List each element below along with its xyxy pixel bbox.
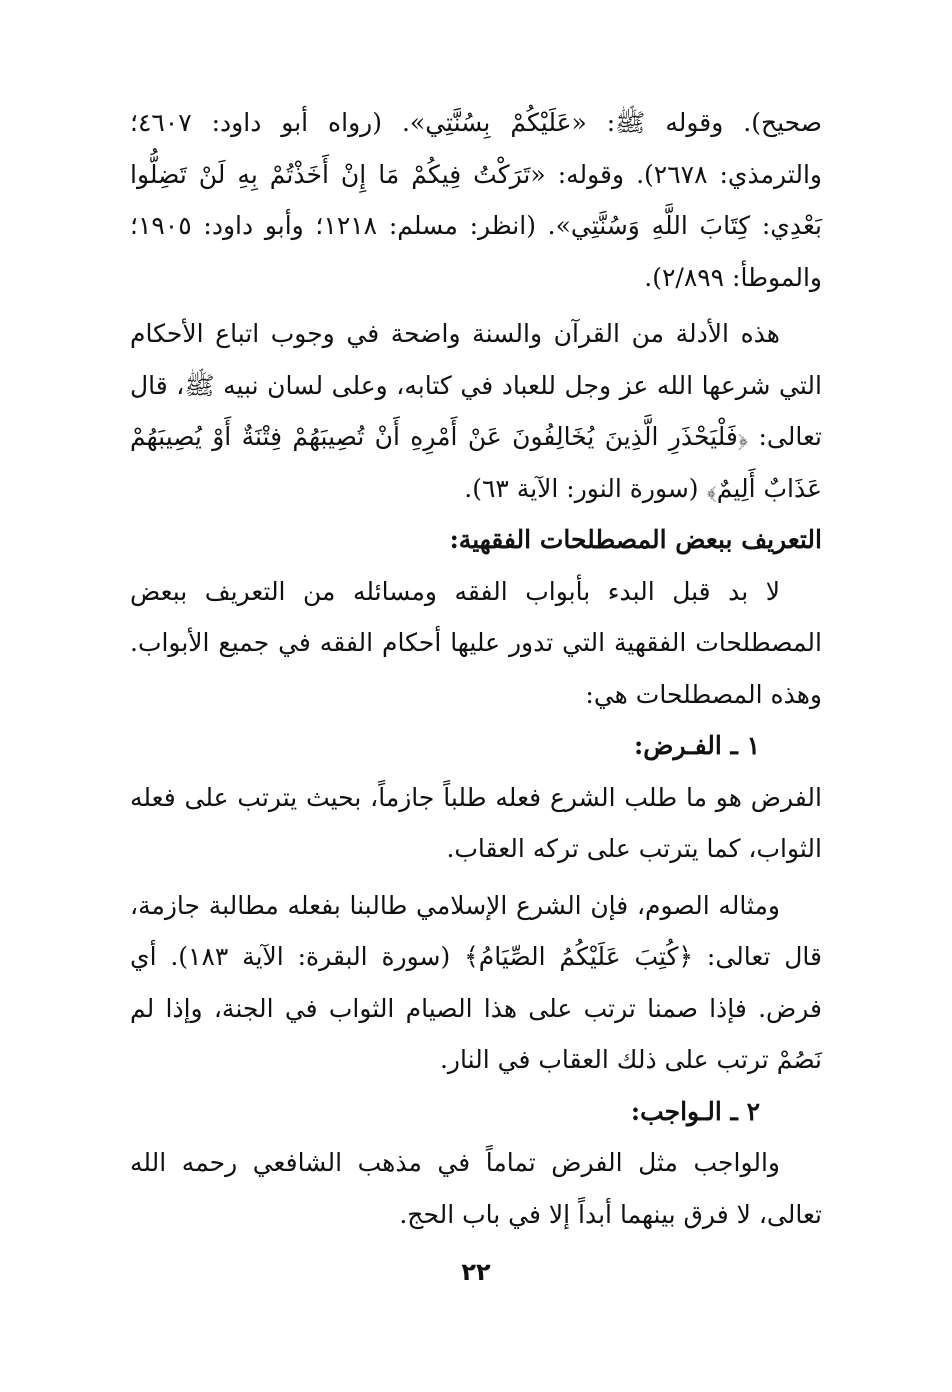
evidence-paragraph: هذه الأدلة من القرآن والسنة واضحة في وجوب اتباع الأحكام التي شرعها الله عز وجل للعباد في كتابه، وعلى لسان نبيه ﷺ، قال تعالى: ﴿فَلْيَحْذَرِ الَّذِينَ يُخَالِفُونَ عَنْ أَمْرِهِ أَنْ تُصِيبَهُمْ فِتْنَةٌ أَوْ يُصِيبَهُمْ عَذَابٌ أَلِيمٌ﴾ (سورة النور: الآية ٦٣). [130, 319, 822, 503]
citation-paragraph: صحيح). وقوله ﷺ: «عَلَيْكُمْ بِسُنَّتِي». (رواه أبو داود: ٤٦٠٧؛ والترمذي: ٢٦٧٨). وقوله: «تَرَكْتُ فِيكُمْ مَا إِنْ أَخَذْتُمْ بِهِ لَنْ تَضِلُّوا بَعْدِي: كِتَابَ اللَّهِ وَسُنَّتِي». (انظر: مسلم: ١٢١٨؛ وأبو داود: ١٩٠٥؛ والموطأ: ٢/٨٩٩). [130, 108, 822, 292]
page-number: ٢٢ [461, 1258, 491, 1286]
page-body [130, 97, 822, 1240]
wajib-definition-paragraph: والواجب مثل الفرض تماماً في مذهب الشافعي رحمه الله تعالى، لا فرق بينهما أبداً إلا في باب الحج. [130, 1148, 822, 1229]
fard-example-paragraph: ومثاله الصوم، فإن الشرع الإسلامي طالبنا بفعله مطالبة جازمة، قال تعالى: ﴿كُتِبَ عَلَيْكُمُ الصِّيَامُ﴾ (سورة البقرة: الآية ١٨٣). أي فرض. فإذا صمنا ترتب على هذا الصيام الثواب في الجنة، وإذا لم نَصُمْ ترتب على ذلك العقاب في النار. [130, 890, 822, 1074]
section-title: التعريف ببعض المصطلحات الفقهية: [449, 525, 822, 554]
term-heading-wajib: ٢ ـ الـواجب: [630, 1096, 760, 1126]
term-heading-fard: ١ ـ الفـرض: [634, 731, 760, 760]
fard-definition-paragraph: الفرض هو ما طلب الشرع فعله طلباً جازماً، بحيث يترتب على فعله الثواب، كما يترتب على تركه العقاب. [130, 782, 822, 863]
intro-paragraph: لا بد قبل البدء بأبواب الفقه ومسائله من التعريف ببعض المصطلحات الفقهية التي تدور عليها أحكام الفقه في جميع الأبواب. وهذه المصطلحات هي: [130, 576, 822, 709]
